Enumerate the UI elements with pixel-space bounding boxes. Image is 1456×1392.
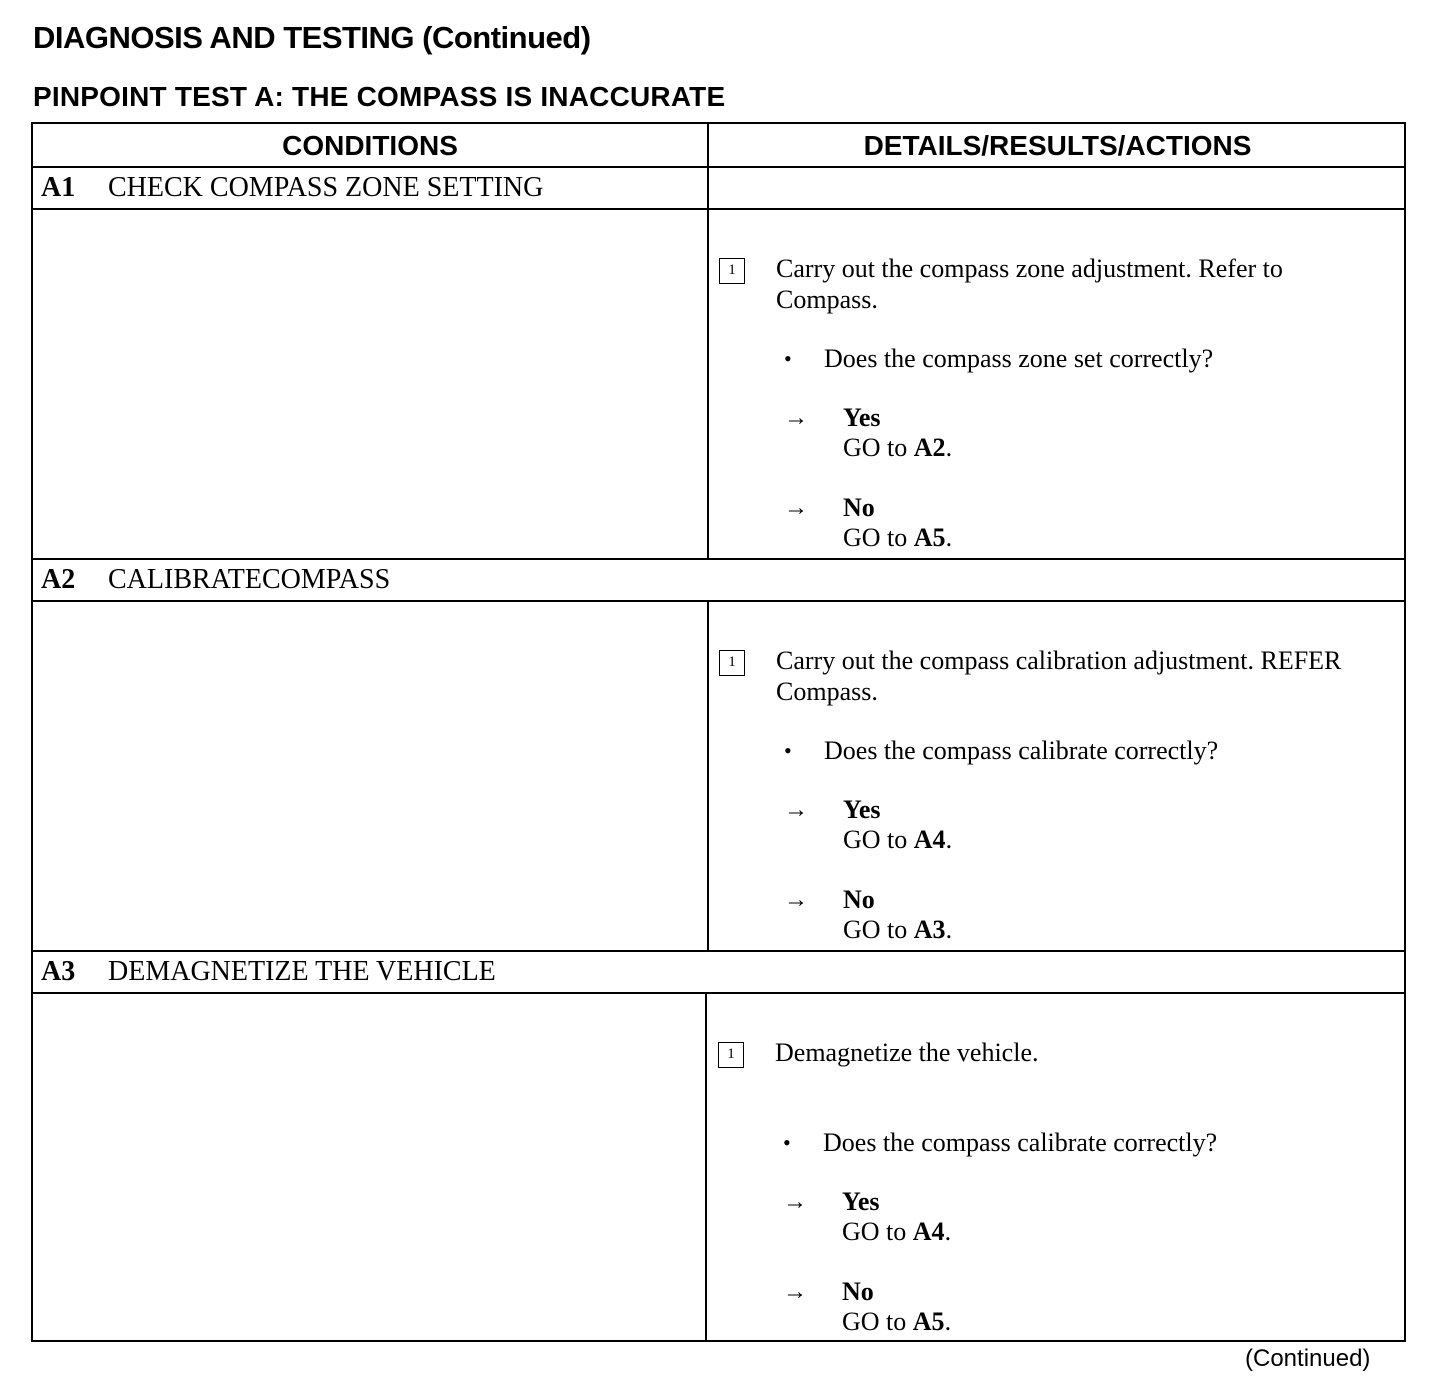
goto-suffix: . [945,825,953,854]
answer-no [843,885,952,945]
goto-target: A4 [913,825,946,854]
arrow-right-icon: → [784,797,808,823]
step-number-box: 1 [719,650,745,676]
continued-note: (Continued) [1245,1345,1371,1372]
step-question: Does the compass calibrate correctly? [824,736,1219,765]
answer-no [842,1277,951,1337]
answer-yes [843,403,952,463]
step-title: CALIBRATECOMPASS [108,564,391,595]
column-divider [705,994,707,1340]
goto-prefix: GO to [842,1217,907,1246]
step-number-box: 1 [719,258,745,284]
column-divider [707,602,709,952]
goto-prefix: GO to [843,523,908,552]
goto-prefix: GO to [842,1307,907,1336]
goto-suffix: . [945,433,953,462]
arrow-right-icon: → [784,887,808,913]
step-divider [33,600,1404,602]
step-header-a2 [41,560,390,600]
step-header-a3 [41,952,496,992]
goto-prefix: GO to [843,825,908,854]
goto-suffix: . [944,1307,952,1336]
arrow-right-icon: → [783,1279,807,1305]
column-divider [707,210,709,560]
column-header-details: DETAILS/RESULTS/ACTIONS [863,130,1252,161]
step-title: CHECK COMPASS ZONE SETTING [108,172,544,203]
goto-target: A4 [912,1217,945,1246]
step-instruction: Carry out the compass calibration adjustment. REFER Compass. [776,646,1342,706]
goto-suffix: . [945,915,953,944]
pinpoint-test-title: PINPOINT TEST A: THE COMPASS IS INACCURATE [33,81,726,112]
page-title: DIAGNOSIS AND TESTING (Continued) [33,20,591,55]
goto-prefix: GO to [843,915,908,944]
step-number-box: 1 [718,1042,744,1068]
answer-label: Yes [843,403,881,432]
answer-yes [843,795,952,855]
answer-label: No [843,493,875,522]
answer-label: No [842,1277,874,1306]
arrow-right-icon: → [784,405,808,431]
step-question: Does the compass calibrate correctly? [823,1128,1218,1157]
step-title: DEMAGNETIZE THE VEHICLE [108,956,496,987]
step-id: A3 [41,956,76,987]
answer-label: No [843,885,875,914]
step-question: Does the compass zone set correctly? [824,344,1214,373]
bullet-icon: • [783,1130,791,1155]
answer-label: Yes [843,795,881,824]
goto-target: A2 [913,433,946,462]
goto-target: A5 [913,523,946,552]
column-header-conditions: CONDITIONS [282,130,458,161]
goto-prefix: GO to [843,433,908,462]
step-divider [33,992,1404,994]
goto-target: A5 [912,1307,945,1336]
goto-target: A3 [913,915,946,944]
step-header-a1 [41,168,543,208]
step-id: A2 [41,564,76,595]
column-divider [707,124,709,210]
step-divider [33,208,1404,210]
pinpoint-test-table [31,122,1406,1342]
arrow-right-icon: → [784,495,808,521]
goto-suffix: . [944,1217,952,1246]
answer-yes [842,1187,951,1247]
step-instruction: Demagnetize the vehicle. [775,1038,1039,1067]
answer-no [843,493,952,553]
step-instruction: Carry out the compass zone adjustment. Refer to Compass. [776,254,1283,314]
goto-suffix: . [945,523,953,552]
bullet-icon: • [784,738,792,763]
bullet-icon: • [784,346,792,371]
step-id: A1 [41,172,76,203]
arrow-right-icon: → [783,1189,807,1215]
answer-label: Yes [842,1187,880,1216]
